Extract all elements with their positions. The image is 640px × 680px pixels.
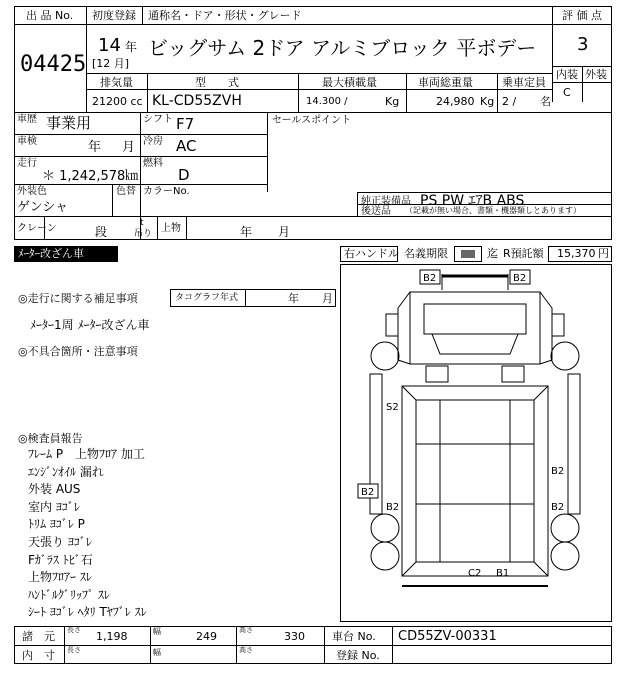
damage-label-b1: B1: [496, 568, 510, 579]
r-unit: 円: [598, 247, 609, 260]
body-year: 年: [240, 225, 253, 239]
grade-value: 3: [577, 34, 589, 55]
inspector-line: ﾌﾚｰﾑ P 上物ﾌﾛｱ 加工: [28, 447, 145, 461]
length-label: 長さ: [67, 626, 81, 634]
max-load-unit: Kg: [385, 95, 400, 108]
max-load-label: 最大積載量: [322, 76, 377, 89]
color-label: 外装色: [17, 186, 47, 197]
crane-label: クレーン: [17, 223, 57, 234]
divider: [86, 24, 552, 25]
displacement-label: 排気量: [100, 76, 133, 89]
sales-point-label: セールスポイント: [272, 115, 352, 126]
gross-weight-label: 車両総重量: [418, 76, 473, 89]
equipment: PS PW ｴｱB ABS: [420, 193, 525, 209]
interior-width-label: 幅: [153, 648, 161, 657]
crane-ton: t: [140, 218, 144, 228]
damage-label-s2: S2: [386, 402, 399, 413]
max-load: 14.300 /: [306, 96, 348, 107]
divider: [14, 24, 86, 25]
color: ゲンシャ: [17, 200, 69, 215]
defects-label: ◎不具合箇所・注意事項: [18, 345, 138, 358]
damage-label-b2-left-lower: B2: [386, 502, 400, 513]
body-month: 月: [278, 225, 291, 239]
damage-label-b2-right: B2: [551, 466, 565, 477]
first-reg-year-unit: 年: [125, 40, 138, 54]
divider: [86, 73, 552, 74]
divider: [14, 216, 612, 217]
model-desc-label: 通称名・ドア・形状・グレード: [148, 9, 302, 22]
history-label: 車歴: [17, 114, 37, 125]
r-mileage-label: R預託額: [503, 247, 544, 260]
color-change-label: 色替: [116, 186, 136, 197]
height: 330: [284, 630, 305, 643]
body-label: 上物: [161, 223, 181, 234]
r-amount: 15,370: [557, 247, 596, 260]
divider: [150, 626, 151, 664]
divider: [392, 626, 393, 664]
inspector-label: ◎検査員報告: [18, 432, 83, 445]
divider: [14, 645, 612, 646]
interior-length-label: 長さ: [67, 646, 81, 654]
divider: [14, 134, 267, 135]
inspector-line: 上物ﾌﾛｱｰ ｽﾚ: [28, 570, 92, 585]
shift: F7: [176, 115, 195, 133]
tacho-year: 年: [288, 292, 299, 305]
aftermarket-label: 後送品: [361, 206, 391, 217]
color-code-label: カラーNo.: [143, 186, 190, 197]
fuel-label: 燃料: [143, 158, 163, 169]
divider: [406, 73, 407, 113]
interior-height-label: 高さ: [239, 646, 253, 654]
divider: [298, 73, 299, 113]
interior-grade-label: 内装: [556, 68, 578, 81]
inspection-month: 月: [122, 140, 136, 155]
grade-label: 評 価 点: [562, 9, 602, 22]
damage-label-b2-front-right: B2: [513, 273, 527, 284]
inspector-line: ﾊﾝﾄﾞﾙｸﾞﾘｯﾌﾟ ｽﾚ: [28, 587, 110, 602]
divider: [497, 73, 498, 113]
mileage: ＊ 1,242,578㎞: [42, 169, 139, 184]
height-label: 高さ: [239, 626, 253, 634]
divider: [186, 216, 187, 240]
inspector-line: 天張り ﾖｺﾞﾚ: [28, 535, 92, 549]
divider: [147, 73, 148, 113]
aftermarket-note: （記載が無い場合、書類・機器類しとあります）: [405, 206, 581, 215]
divider: [552, 82, 612, 83]
capacity-unit: 名: [540, 95, 551, 108]
width-label: 幅: [153, 627, 161, 636]
right-handle: 右ハンドル: [344, 247, 399, 260]
reg-no-label: 登録 No.: [336, 649, 380, 662]
ac: AC: [176, 137, 197, 155]
exterior-grade-label: 外装: [585, 68, 607, 81]
first-reg-month: [12 月]: [92, 57, 130, 70]
crane-hang: 吊り: [134, 229, 153, 239]
inspection-label: 車検: [17, 136, 37, 147]
divider: [245, 289, 246, 307]
damage-label-b2-left-box: B2: [361, 487, 375, 498]
model-label: 型 式: [195, 76, 239, 89]
first-reg-label: 初度登録: [92, 9, 136, 22]
capacity-label: 乗車定員: [502, 76, 546, 89]
divider: [324, 626, 325, 664]
lot-no: 04425: [20, 52, 87, 77]
name-change-checkbox-fill: [461, 250, 475, 258]
divider: [112, 184, 113, 216]
vehicle-name: ビッグサム 2ドア アルミブロック 平ボデー: [148, 36, 537, 60]
mileage-label: 走行: [17, 158, 37, 169]
damage-label-b2-right-lower: B2: [551, 502, 565, 513]
divider: [142, 6, 143, 24]
r-mileage-prefix: 迄: [487, 247, 498, 260]
history: 事業用: [46, 114, 92, 132]
divider: [236, 626, 237, 664]
divider: [86, 89, 552, 90]
supplement-text: ﾒｰﾀｰ1周 ﾒｰﾀｰ改ざん車: [30, 318, 150, 332]
divider: [582, 66, 583, 102]
divider: [552, 6, 553, 102]
lot-no-label: 出 品 No.: [26, 9, 74, 22]
ac-label: 冷房: [143, 136, 163, 147]
inspector-line: Fｶﾞﾗｽ ﾄﾋﾞ石: [28, 552, 93, 567]
first-reg-year: 14: [98, 35, 121, 56]
tacho-label: タコグラフ年式: [175, 293, 239, 303]
tacho-month: 月: [322, 292, 333, 305]
inspector-line: 室内 ﾖｺﾞﾚ: [28, 499, 80, 514]
interior-grade-value: C: [563, 86, 571, 99]
chassis-label: 車台 No.: [332, 630, 376, 643]
gross-weight-unit: Kg: [480, 95, 495, 108]
model: KL-CD55ZVH: [152, 93, 242, 109]
inspector-line: ﾄﾘﾑ ﾖｺﾞﾚ P: [28, 517, 85, 532]
shift-label: シフト: [143, 114, 173, 125]
supplement-label: ◎走行に関する補足事項: [18, 292, 138, 305]
gross-weight: 24,980: [436, 95, 475, 108]
crane-stage: 段: [95, 225, 108, 239]
chassis: CD55ZV-00331: [398, 629, 497, 644]
length: 1,198: [96, 630, 128, 643]
fuel: D: [178, 166, 190, 184]
equipment-label: 純正装備品: [361, 196, 411, 207]
inspector-line: ｴﾝｼﾞﾝｵｲﾙ 漏れ: [28, 464, 104, 479]
interior-dims-label: 内 寸: [22, 649, 55, 662]
damage-label-b2-front-left: B2: [423, 273, 437, 284]
width: 249: [196, 630, 217, 643]
divider: [64, 626, 65, 664]
inspector-line: ｼｰﾄ ﾖｺﾞﾚ ﾍﾀﾘ Tﾔﾌﾞﾚ ｽﾚ: [28, 605, 147, 620]
capacity: 2 /: [502, 95, 517, 108]
divider: [552, 24, 612, 25]
divider: [157, 216, 158, 240]
divider: [44, 216, 45, 240]
truck-diagram: [340, 264, 612, 622]
damage-label-c2: C2: [468, 568, 482, 579]
inspection-year: 年: [88, 140, 102, 155]
inspector-line: 外装 AUS: [28, 482, 81, 497]
displacement: 21200 cc: [92, 95, 143, 108]
meter-badge-text: ﾒｰﾀｰ改ざん車: [18, 247, 84, 260]
divider: [267, 112, 268, 192]
divider: [14, 156, 267, 157]
name-change-label: 名義期限: [404, 247, 448, 260]
divider: [14, 184, 267, 185]
spec-label: 諸 元: [22, 630, 55, 643]
